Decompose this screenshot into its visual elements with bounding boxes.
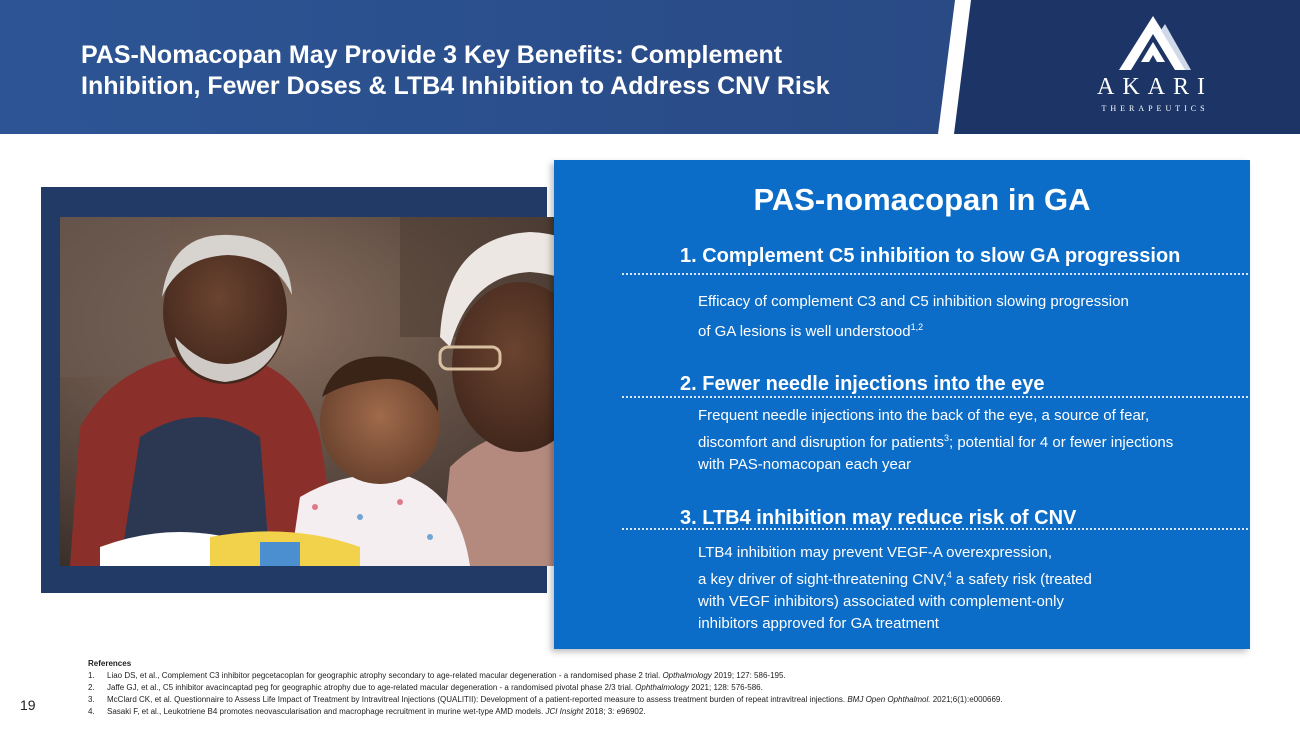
benefit-1-body [698,291,1129,343]
benefit-1-line-1: Efficacy of complement C3 and C5 inhibition slowing progression [698,293,1129,310]
reference-item [88,670,1268,682]
reference-item [88,682,1268,694]
reference-item [88,694,1268,706]
benefit-3-line-3: with VEGF inhibitors) associated with complement-only [698,593,1064,610]
reference-text: Sasaki F, et al., Leukotriene B4 promotes neovascularisation and macrophage recruitment in murine wet-type AMD models. JCI Insight 2018; 3: e96902. [107,707,646,716]
akari-logo [1095,12,1215,122]
benefit-2-line-1: Frequent needle injections into the back of the eye, a source of fear, [698,407,1150,424]
benefit-3-heading: 3. LTB4 inhibition may reduce risk of CNV [680,507,1077,529]
benefit-3-line-2: a key driver of sight-threatening CNV,$^4$ a safety risk (treated [698,570,1092,588]
benefit-3-line-4: inhibitors approved for GA treatment [698,615,939,632]
benefit-3-divider [622,528,1248,530]
benefit-3-citation: 4 [946,570,952,580]
benefit-3-line-1: LTB4 inhibition may prevent VEGF-A overexpression, [698,544,1053,561]
references-section [88,658,1268,718]
benefit-2-body [698,405,1173,476]
reference-number: 3. [88,695,95,704]
reference-number: 1. [88,671,95,680]
reference-text: Liao DS, et al., Complement C3 inhibitor pegcetacoplan for geographic atrophy secondary to age-related macular degeneration - a randomised phase 2 trial. Opthalmology 2019; 127: 586-195. [107,671,786,680]
family-photo [60,217,620,566]
benefits-panel [554,160,1250,649]
page-number: 19 [20,697,36,713]
reference-text: McClard CK, et al. Questionnaire to Assess Life Impact of Treatment by Intravitreal Injections (QUALITII): Development of a patient-reported measure to assess treatment burden of repeat intravitreal injections. BMJ Open Ophthalmol. 2021;6(1):e000669. [107,695,1003,704]
benefit-1-citation: 1,2 [910,322,924,332]
page-title-line-1: PAS-Nomacopan May Provide 3 Key Benefits: Complement [81,41,783,69]
benefit-2-line-2: discomfort and disruption for patients$^3$; potential for 4 or fewer injections [698,433,1174,451]
grandparents-with-baby-illustration [60,217,620,566]
benefit-1-heading: 1. Complement C5 inhibition to slow GA progression [680,245,1181,267]
panel-title: PAS-nomacopan in GA [753,182,1091,217]
benefit-2-divider [622,396,1248,398]
reference-number: 2. [88,683,95,692]
benefit-1-divider [622,273,1248,275]
page-title-line-2: Inhibition, Fewer Doses & LTB4 Inhibition to Address CNV Risk [81,72,830,100]
reference-number: 4. [88,707,95,716]
page-title [81,40,921,102]
references-title: References [88,659,132,668]
akari-mountain-icon [1095,12,1215,74]
header-bar [0,0,1300,134]
logo-wordmark: AKARI [1097,74,1213,100]
benefit-2-line-3: with PAS-nomacopan each year [698,456,912,473]
reference-item [88,706,1268,718]
reference-text: Jaffe GJ, et al., C5 inhibitor avacincaptad peg for geographic atrophy due to age-related macular degeneration - a randomised pivotal phase 2/3 trial. Ophthalmology 2021; 128: 576-586. [107,683,763,692]
benefit-1-line-2: of GA lesions is well understood$^{1,2}$ [698,322,924,340]
benefit-2-citation: 3 [943,433,949,443]
logo-subtitle: THERAPEUTICS [1101,104,1209,113]
benefit-2-heading: 2. Fewer needle injections into the eye [680,373,1045,395]
benefit-3-body [698,542,1092,635]
